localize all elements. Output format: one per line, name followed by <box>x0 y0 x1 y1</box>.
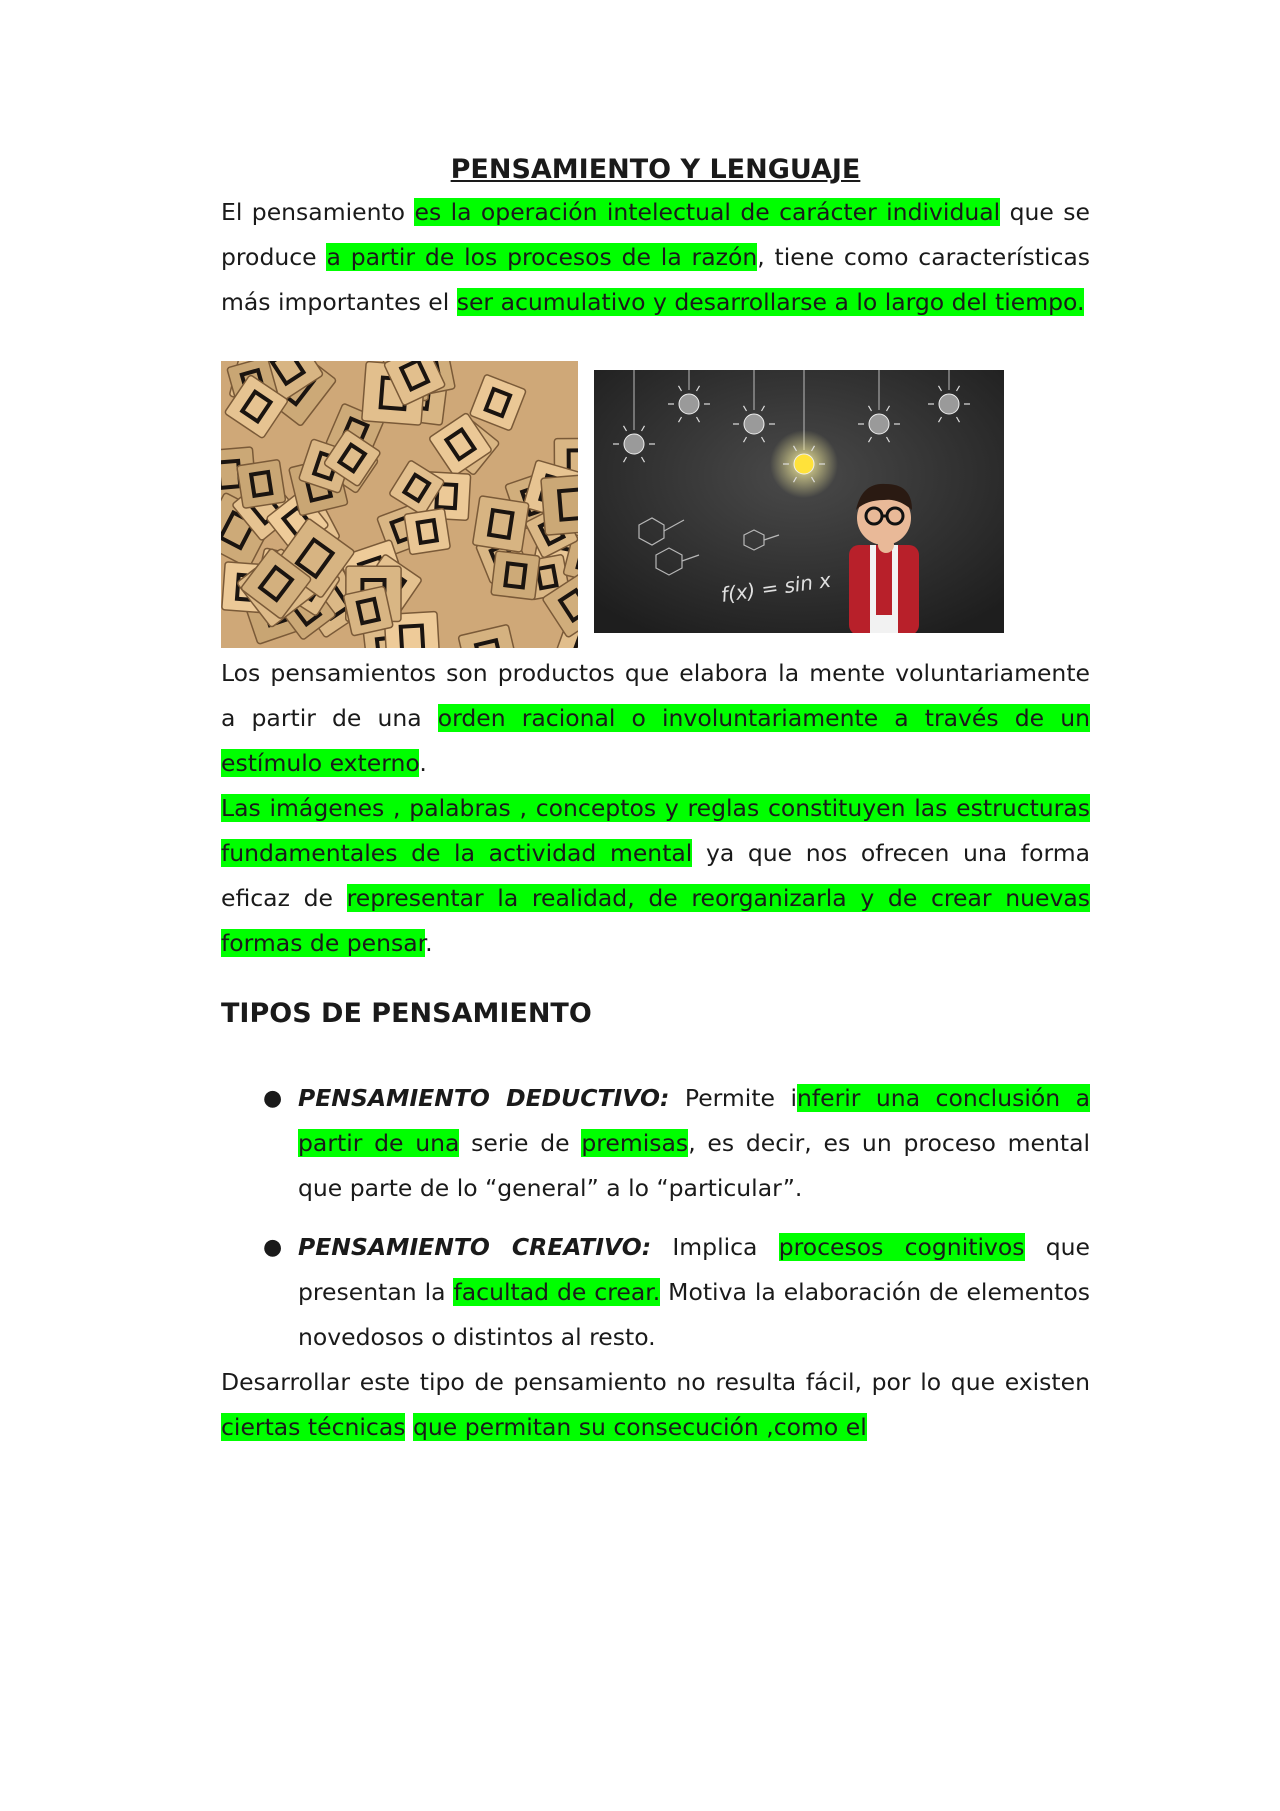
list-item <box>221 1076 1090 1211</box>
text: Implica <box>651 1233 779 1261</box>
text: Los pensamientos son productos que elabora la mente voluntariamente a partir de una <box>221 659 1090 732</box>
image-row <box>221 361 1090 651</box>
highlight: nferir una conclusión a partir de una <box>298 1084 1090 1157</box>
highlight: es la operación intelectual de carácter individual <box>414 198 1001 226</box>
paragraph-structures <box>221 786 1090 966</box>
highlight: representar la realidad, de reorganizarla y de crear nuevas formas de pensar <box>221 884 1091 957</box>
child-lightbulbs-image <box>594 370 1004 633</box>
text: . <box>419 749 427 777</box>
paragraph-definition <box>221 190 1090 325</box>
text: El pensamiento <box>221 198 415 226</box>
highlight: ciertas técnicas <box>221 1413 406 1441</box>
highlight: a partir de los procesos de la razón <box>326 243 758 271</box>
text: Desarrollar este tipo de pensamiento no resulta fácil, por lo que existen <box>221 1368 1090 1396</box>
bullet-icon: ● <box>263 1086 283 1111</box>
text: , tiene como características más importantes el <box>221 243 1091 316</box>
highlight: procesos cognitivos <box>778 1233 1025 1261</box>
paragraph-products <box>221 651 1090 786</box>
page-title: PENSAMIENTO Y LENGUAJE <box>450 154 861 185</box>
highlight: facultad de crear. <box>453 1278 661 1306</box>
bullet-icon: ● <box>263 1235 283 1260</box>
text: , es decir, es un proceso mental que parte de lo “general” a lo “particular”. <box>298 1129 1091 1202</box>
text <box>405 1413 412 1441</box>
svg-text:f(x) = sin x: f(x) = sin x <box>719 567 833 607</box>
highlight: ser acumulativo y desarrollarse a lo largo del tiempo. <box>456 288 1085 316</box>
scrabble-tiles-image <box>221 361 578 648</box>
text: Permite i <box>669 1084 797 1112</box>
highlight: que permitan su consecución ,como el <box>412 1413 867 1441</box>
highlight: premisas <box>581 1129 689 1157</box>
list-item <box>221 1225 1090 1360</box>
types-list <box>221 1076 1090 1360</box>
highlight: Las imágenes , palabras , conceptos y reglas constituyen las estructuras fundamentales de la actividad mental <box>221 794 1090 867</box>
text: serie de <box>459 1129 582 1157</box>
text: ya que nos ofrecen una forma eficaz de <box>221 839 1090 912</box>
text: . <box>425 929 433 957</box>
highlight: orden racional o involuntariamente a través de un estímulo externo <box>221 704 1090 777</box>
paragraph-development <box>221 1360 1090 1450</box>
section-title: TIPOS DE PENSAMIENTO <box>221 998 592 1029</box>
text: que se produce <box>221 198 1090 271</box>
text: que presentan la <box>298 1233 1091 1306</box>
text: Motiva la elaboración de elementos novedosos o distintos al resto. <box>298 1278 1090 1351</box>
type-label: PENSAMIENTO DEDUCTIVO: <box>298 1084 670 1112</box>
document-content <box>221 150 1090 1450</box>
type-label: PENSAMIENTO CREATIVO: <box>298 1233 652 1261</box>
